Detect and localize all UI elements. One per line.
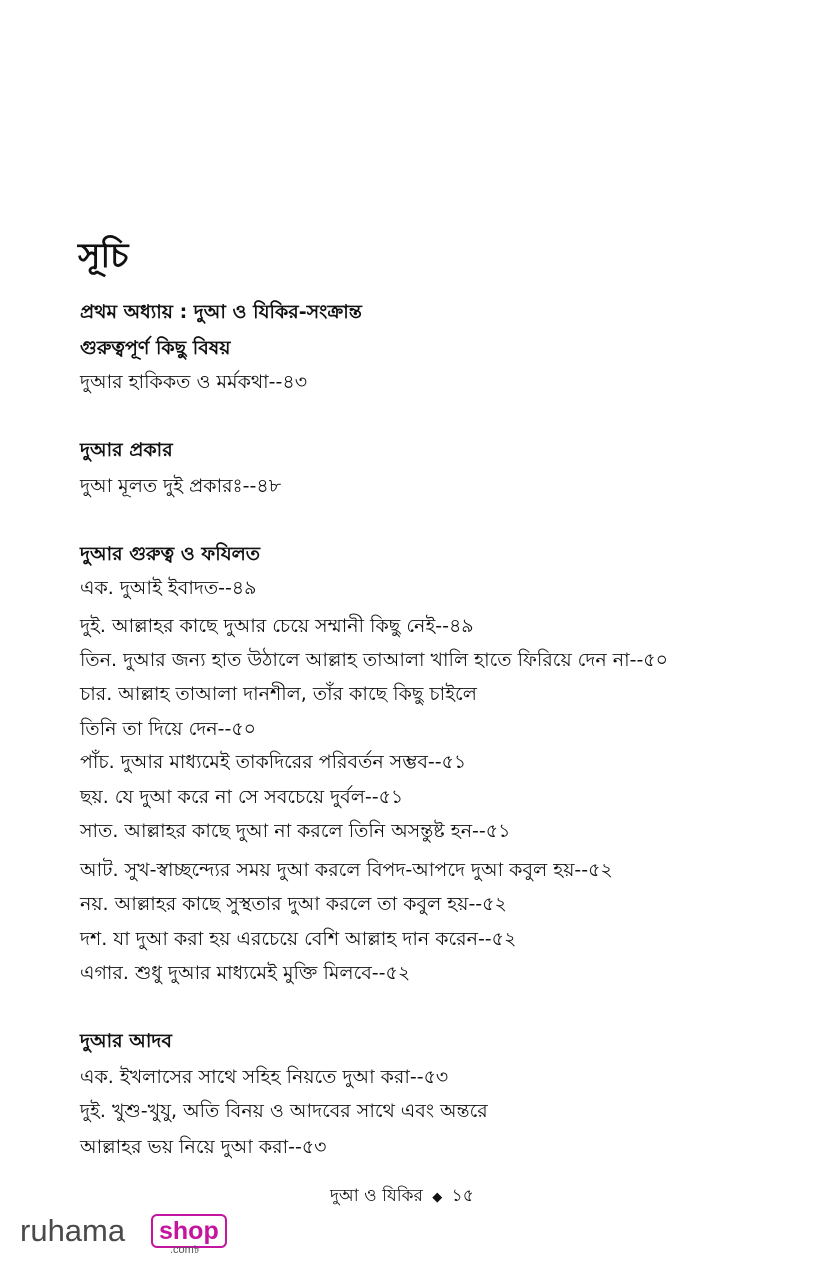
toc-entry: এক. ইখলাসের সাথে সহিহ নিয়তে দুআ করা--৫৩ (80, 1066, 449, 1088)
toc-section-heading: দুআর গুরুত্ব ও ফযিলত (80, 543, 261, 565)
logo-text-domain: .com৳ (170, 1244, 200, 1256)
toc-entry: দুআর হাকিকত ও মর্মকথা--৪৩ (80, 371, 308, 393)
toc-entry: সাত. আল্লাহর কাছে দুআ না করলে তিনি অসন্তুষ্ট হন--৫১ (80, 820, 511, 842)
toc-entry: তিনি তা দিয়ে দেন--৫০ (80, 718, 257, 740)
toc-entry: চার. আল্লাহ তাআলা দানশীল, তাঁর কাছে কিছু চাইলে (80, 683, 477, 705)
page-number: ১৫ (451, 1186, 474, 1206)
toc-entry: আল্লাহর ভয় নিয়ে দুআ করা--৫৩ (80, 1136, 327, 1158)
toc-entry: দুই. আল্লাহর কাছে দুআর চেয়ে সম্মানী কিছু নেই--৪৯ (80, 615, 474, 637)
page-title: সূচি (78, 236, 129, 276)
toc-entry: আট. সুখ-স্বাচ্ছন্দ্যের সময় দুআ করলে বিপদ-আপদে দুআ কবুল হয়--৫২ (80, 859, 613, 881)
toc-section-heading: দুআর প্রকার (80, 439, 173, 461)
toc-entry: দশ. যা দুআ করা হয় এরচেয়ে বেশি আল্লাহ দান করেন--৫২ (80, 928, 517, 950)
toc-entry: এক. দুআই ইবাদত--৪৯ (80, 577, 257, 599)
toc-entry: ছয়. যে দুআ করে না সে সবচেয়ে দুর্বল--৫১ (80, 786, 404, 808)
toc-chapter-heading: গুরুত্বপূর্ণ কিছু বিষয় (80, 337, 231, 359)
toc-entry: তিন. দুআর জন্য হাত উঠালে আল্লাহ তাআলা খালি হাতে ফিরিয়ে দেন না--৫০ (80, 649, 668, 671)
toc-entry: দুই. খুশু-খুযু, অতি বিনয় ও আদবের সাথে এবং অন্তরে (80, 1100, 488, 1122)
logo-text-shop: shop (151, 1214, 227, 1248)
toc-entry: দুআ মূলত দুই প্রকারঃ--৪৮ (80, 475, 282, 497)
logo-text-ruhama: ruhama (20, 1213, 126, 1248)
diamond-icon: ◆ (432, 1190, 443, 1205)
footer-book-title: দুআ ও যিকির (330, 1186, 423, 1206)
toc-entry: পাঁচ. দুআর মাধ্যমেই তাকদিরের পরিবর্তন সম্ভব--৫১ (80, 751, 467, 773)
toc-chapter-heading: প্রথম অধ্যায় : দুআ ও যিকির-সংক্রান্ত (80, 301, 362, 323)
page-footer (330, 1184, 530, 1210)
toc-entry: এগার. শুধু দুআর মাধ্যমেই মুক্তি মিলবে--৫২ (80, 962, 411, 984)
watermark-logo (20, 1212, 240, 1256)
toc-entry: নয়. আল্লাহর কাছে সুস্থতার দুআ করলে তা কবুল হয়--৫২ (80, 893, 507, 915)
toc-section-heading: দুআর আদব (80, 1030, 172, 1052)
